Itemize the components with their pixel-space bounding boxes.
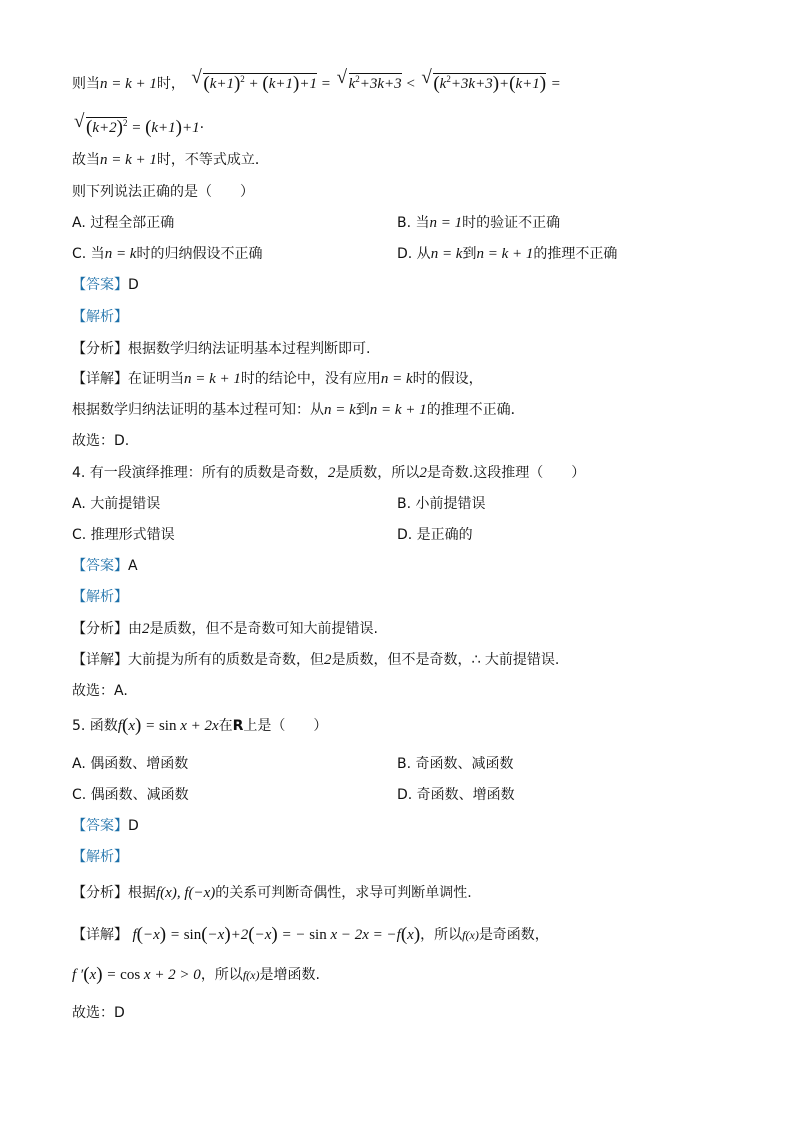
fenxi-line	[72, 620, 378, 638]
text: 在	[218, 718, 233, 734]
text: 根据	[128, 885, 156, 901]
xiangjie-tag: 【详解】	[72, 652, 128, 668]
math: n = k + 1	[184, 371, 241, 387]
text: 的推理不正确	[533, 246, 618, 262]
text: 时的结论中，没有应用	[240, 371, 381, 387]
answer-value: D	[128, 818, 139, 834]
math: n = k	[324, 402, 356, 418]
math: 2	[142, 621, 150, 637]
option-b	[397, 214, 560, 232]
xiangjie-line	[72, 926, 549, 944]
text: ，所以	[200, 967, 243, 983]
text: 5. 函数	[72, 718, 118, 734]
xiangjie-line	[72, 651, 559, 669]
text: 时，不等式成立．	[156, 152, 269, 168]
option-c: C. 推理形式错误	[72, 527, 175, 543]
text: 根据数学归纳法证明的基本过程可知：从	[72, 402, 324, 418]
option-c: C. 偶函数、减函数	[72, 787, 189, 803]
answer-line	[72, 557, 138, 575]
fenxi-tag: 【分析】	[72, 621, 128, 637]
text: 根据数学归纳法证明基本过程判断即可.	[128, 341, 371, 357]
question-4-stem	[72, 464, 585, 482]
xiangjie-line-2	[72, 401, 525, 419]
math: f(x), f(−x)	[156, 885, 216, 901]
text: 时，	[156, 76, 185, 92]
text: 大前提为所有的质数是奇数，但	[128, 652, 324, 668]
text: 是质数，但不是奇数，∴ 大前提错误.	[331, 652, 560, 668]
text: 时的假设，	[412, 371, 483, 387]
option-b: B. 小前提错误	[397, 496, 486, 512]
text: 的关系可判断奇偶性，求导可判断单调性.	[215, 885, 472, 901]
text: 时的归纳假设不正确	[136, 246, 263, 262]
math: 2	[419, 465, 427, 481]
math: n = k + 1	[369, 402, 427, 418]
text: 是奇函数，	[478, 927, 549, 943]
math: 2	[324, 652, 332, 668]
text: 上是（ ）	[243, 718, 328, 734]
text: 的推理不正确．	[426, 402, 525, 418]
option-d: D. 奇函数、增函数	[397, 787, 515, 803]
xiangjie-tag: 【详解】	[72, 927, 128, 943]
select-line: 故选：A.	[72, 683, 128, 699]
text: 故当	[72, 152, 100, 168]
option-c	[72, 245, 262, 263]
math: n = 1	[429, 215, 463, 231]
option-a: A. 过程全部正确	[72, 215, 175, 231]
odd-derivation: f(−x) = sin(−x)+2(−x) = − sin x − 2x = −f(x)	[132, 924, 421, 945]
derivative: f ′(x) = cos x + 2 > 0	[72, 964, 201, 985]
text: ，所以	[420, 927, 463, 943]
text: 时的验证不正确	[462, 215, 561, 231]
math: n = k	[104, 246, 137, 262]
conclusion-line	[72, 151, 269, 169]
question-5-stem	[72, 717, 327, 735]
function-def: f(x) = sin x + 2x	[117, 715, 219, 736]
math: f(x)	[242, 968, 260, 982]
fenxi-line	[72, 340, 370, 358]
text: 是质数，但不是奇数可知大前提错误.	[149, 621, 378, 637]
fenxi-tag: 【分析】	[72, 341, 128, 357]
text: 是奇数.这段推理（ ）	[426, 465, 586, 481]
text: B. 当	[397, 215, 430, 231]
answer-line	[72, 817, 139, 835]
answer-tag: 【答案】	[72, 818, 128, 834]
fenxi-tag: 【分析】	[72, 885, 128, 901]
jiexi-tag: 【解析】	[72, 589, 128, 605]
text: 是质数，所以	[335, 465, 420, 481]
text: 4. 有一段演绎推理：所有的质数是奇数，	[72, 465, 328, 481]
answer-line	[72, 276, 139, 294]
select-line: 故选：D.	[72, 433, 130, 449]
text: 到	[462, 246, 477, 262]
math: n = k	[430, 246, 463, 262]
jiexi-tag: 【解析】	[72, 309, 128, 325]
text: C. 当	[72, 246, 105, 262]
math-chain: √ $(k+1)^2 + (k+1)+1$ = √ $k^2+3k+3$ < √ $(k^2+3k+3)+(k+1)$	[189, 76, 546, 92]
question-stem: 则下列说法正确的是（ ）	[72, 184, 254, 200]
select-line: 故选：D	[72, 1005, 125, 1021]
math: n = k + 1	[100, 76, 157, 92]
text: 到	[355, 402, 370, 418]
answer-value: A	[128, 558, 138, 574]
answer-tag: 【答案】	[72, 277, 128, 293]
text: 在证明当	[128, 371, 184, 387]
text: 则当	[72, 76, 100, 92]
math: n = k	[380, 371, 413, 387]
option-a: A. 偶函数、增函数	[72, 756, 189, 772]
reals-symbol: R	[232, 718, 244, 734]
text: ·	[199, 120, 205, 136]
text: 由	[128, 621, 142, 637]
jiexi-tag: 【解析】	[72, 849, 128, 865]
derivative-line	[72, 966, 320, 984]
math: 2	[327, 465, 336, 481]
math: n = k + 1	[476, 246, 534, 262]
induction-step-line	[72, 73, 561, 93]
option-d	[397, 245, 617, 263]
math: f(x)	[462, 928, 479, 942]
math: =	[550, 76, 561, 92]
induction-step-line-2	[72, 117, 204, 137]
xiangjie-tag: 【详解】	[72, 371, 128, 387]
text: D. 从	[397, 246, 431, 262]
option-b: B. 奇函数、减函数	[397, 756, 514, 772]
answer-tag: 【答案】	[72, 558, 128, 574]
option-d: D. 是正确的	[397, 527, 473, 543]
math: n = k + 1	[100, 152, 157, 168]
math-chain: √ $(k+2)^2 = (k+1)+1$	[72, 120, 200, 136]
option-a: A. 大前提错误	[72, 496, 161, 512]
fenxi-line	[72, 884, 472, 902]
answer-value: D	[128, 277, 139, 293]
xiangjie-line	[72, 370, 483, 388]
text: 是增函数.	[259, 967, 320, 983]
